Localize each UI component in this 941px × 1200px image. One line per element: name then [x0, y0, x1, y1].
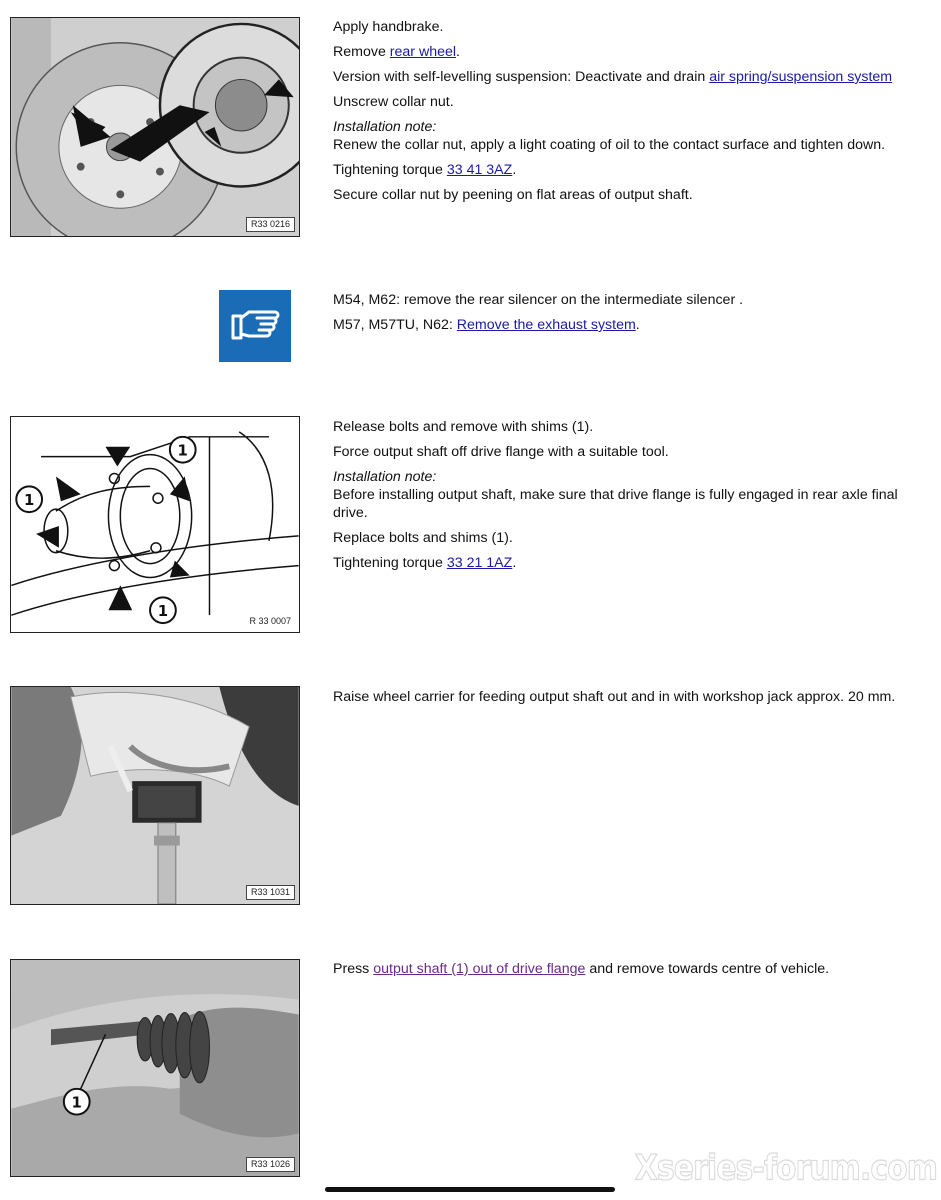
torque-link-33-41-3az[interactable]: 33 41 3AZ: [446, 162, 513, 178]
pointing-hand-icon: [219, 290, 291, 362]
step-release-bolts: Release bolts and remove with shims (1).: [333, 419, 594, 435]
figure-code: R33 1026: [246, 1157, 295, 1172]
step-press-output-shaft: Press output shaft (1) out of drive flange and remove towards centre of vehicle.: [333, 961, 830, 977]
home-indicator[interactable]: [325, 1187, 615, 1192]
step-self-levelling: Version with self-levelling suspension: Deactivate and drain air spring/suspension system: [333, 69, 893, 85]
torque-link-33-21-1az[interactable]: 33 21 1AZ: [446, 555, 513, 571]
step-remove-exhaust: M57, M57TU, N62: Remove the exhaust system.: [333, 317, 640, 333]
step-remove-rear-wheel: Remove rear wheel.: [333, 44, 460, 60]
callout-1: 1: [71, 1093, 82, 1112]
step-replace-bolts: Replace bolts and shims (1).: [333, 530, 513, 546]
figure-output-shaft: [10, 959, 300, 1177]
step-renew-collar-nut: Renew the collar nut, apply a light coating of oil to the contact surface and tighten down.: [333, 137, 886, 153]
drive-flange-illustration: [11, 417, 299, 632]
installation-note-label: Installation note:: [333, 469, 437, 485]
wheel-carrier-illustration: [11, 687, 299, 904]
figure-wheel-carrier-jack: [10, 686, 300, 905]
section-5-text: [333, 960, 928, 985]
remove-exhaust-link[interactable]: Remove the exhaust system: [456, 317, 636, 333]
step-unscrew-collar-nut: Unscrew collar nut.: [333, 94, 454, 110]
step-force-output-shaft: Force output shaft off drive flange with a suitable tool.: [333, 444, 669, 460]
figure-collar-nut: [10, 17, 300, 237]
callout-1-left: 1: [23, 491, 35, 510]
step-remove-rear-silencer: M54, M62: remove the rear silencer on the intermediate silencer .: [333, 292, 744, 308]
rear-wheel-link[interactable]: rear wheel: [389, 44, 457, 60]
section-4-text: [333, 688, 928, 713]
section-1-text: [333, 18, 928, 211]
step-tightening-torque: Tightening torque 33 21 1AZ.: [333, 555, 517, 571]
step-raise-wheel-carrier: Raise wheel carrier for feeding output shaft out and in with workshop jack approx. 20 mm.: [333, 689, 896, 705]
installation-note-label: Installation note:: [333, 119, 437, 135]
air-spring-link[interactable]: air spring/suspension system: [709, 69, 893, 85]
step-tightening-torque: Tightening torque 33 41 3AZ.: [333, 162, 517, 178]
figure-drive-flange-bolts: [10, 416, 300, 633]
figure-code: R33 1031: [246, 885, 295, 900]
step-apply-handbrake: Apply handbrake.: [333, 19, 444, 35]
section-3-text: [333, 418, 928, 579]
output-shaft-illustration: [11, 960, 299, 1176]
collar-nut-illustration: [11, 18, 299, 236]
figure-code: R 33 0007: [245, 615, 295, 628]
step-secure-collar-nut: Secure collar nut by peening on flat areas of output shaft.: [333, 187, 693, 203]
watermark: Xseries-forum.com: [634, 1148, 937, 1189]
step-before-installing: Before installing output shaft, make sure that drive flange is fully engaged in rear axle final drive.: [333, 487, 898, 521]
section-2-text: [333, 291, 928, 341]
callout-1-bottom: 1: [157, 602, 169, 621]
callout-1-top: 1: [177, 441, 188, 460]
figure-code: R33 0216: [246, 217, 295, 232]
output-shaft-link[interactable]: output shaft (1) out of drive flange: [373, 961, 586, 977]
